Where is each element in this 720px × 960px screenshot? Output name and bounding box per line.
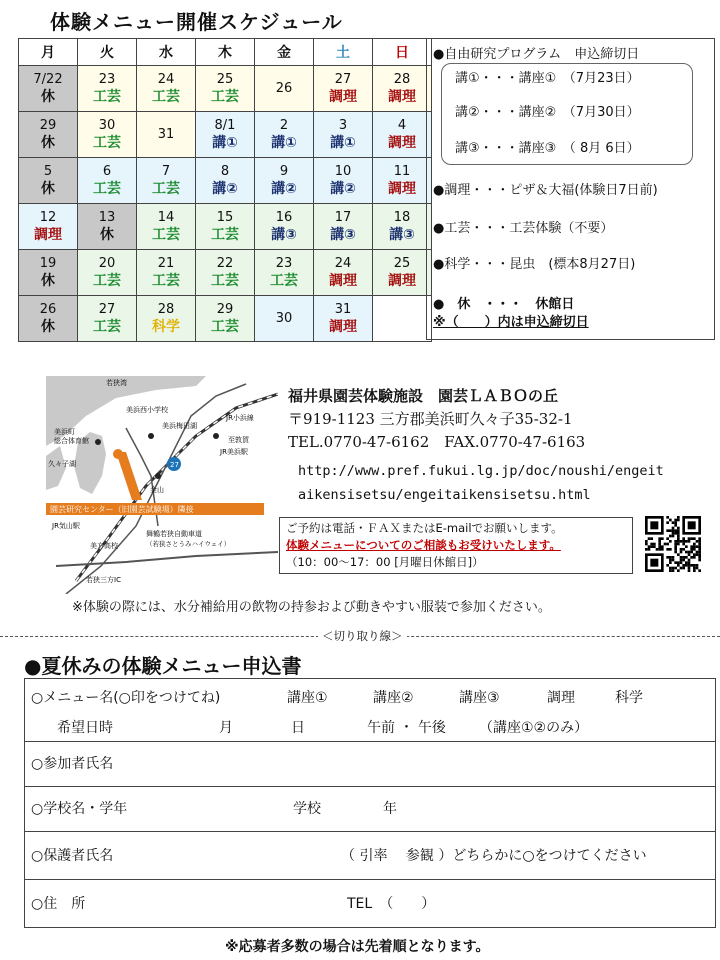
day-activity: 工芸 xyxy=(152,226,180,243)
facility-phone: TEL.0770-47-6162 FAX.0770-47-6163 xyxy=(288,433,586,451)
calendar-day xyxy=(196,296,255,342)
deadline-paren-note: ※（ ）内は申込締切日 xyxy=(433,315,589,330)
tel-label: TEL （ ） xyxy=(347,896,436,912)
day-activity: 調理 xyxy=(34,226,62,243)
kouza3-note: 講③・・・講座③ （ 8月 6日） xyxy=(455,141,640,156)
day-activity: 調理 xyxy=(329,272,357,289)
calendar-day xyxy=(314,250,373,296)
date-label: 希望日時 xyxy=(57,720,113,736)
day-label: 日 xyxy=(291,720,305,736)
day-activity: 工芸 xyxy=(93,272,121,289)
route-27-label: 27 xyxy=(170,461,179,469)
ampm-note: （講座①②のみ） xyxy=(479,720,589,736)
reserve-line-3: （10：00～17：00 [月曜日休館日]） xyxy=(286,555,484,569)
day-number: 26 xyxy=(275,80,293,96)
day-activity: 講③ xyxy=(330,226,356,243)
facility-name: 福井県園芸体験施設 園芸ＬＡＢＯの丘 xyxy=(288,387,559,405)
address-label: ○住 所 xyxy=(31,896,86,912)
calendar-day xyxy=(137,296,196,342)
schedule-calendar xyxy=(18,38,432,342)
day-number: 7 xyxy=(161,163,171,179)
option-kouza3[interactable]: 講座③ xyxy=(459,690,500,706)
day-number: 15 xyxy=(216,209,234,225)
day-number: 31 xyxy=(157,126,175,142)
day-activity: 休 xyxy=(41,180,55,197)
day-number: 23 xyxy=(98,71,116,87)
footer-note: ※応募者多数の場合は先着順となります。 xyxy=(225,939,490,955)
day-activity: 講③ xyxy=(389,226,415,243)
research-program-note: ●自由研究プログラム 申込締切日 xyxy=(433,47,640,62)
calendar-day xyxy=(19,158,78,204)
grade-suffix: 年 xyxy=(383,801,397,817)
kiyama-station-label: JR気山駅 xyxy=(52,522,80,530)
form-title: ●夏休みの体験メニュー申込書 xyxy=(24,654,302,678)
school-grade-label: ○学校名・学年 xyxy=(31,801,128,817)
jr-obama-line-label: JR小浜線 xyxy=(226,414,254,422)
day-number: 30 xyxy=(275,310,293,326)
day-activity: 休 xyxy=(41,134,55,151)
day-activity: 講② xyxy=(330,180,356,197)
day-activity: 休 xyxy=(41,88,55,105)
option-chori[interactable]: 調理 xyxy=(547,690,575,706)
day-number: 28 xyxy=(157,301,175,317)
umeda-label: 美浜梅田湖 xyxy=(162,422,197,430)
day-number: 8/1 xyxy=(214,117,236,133)
calendar-day xyxy=(196,204,255,250)
calendar-day xyxy=(19,66,78,112)
day-activity: 科学 xyxy=(152,318,180,335)
day-number: 19 xyxy=(39,255,57,271)
day-number: 6 xyxy=(102,163,112,179)
day-activity: 休 xyxy=(100,226,114,243)
day-activity: 工芸 xyxy=(93,88,121,105)
calendar-day xyxy=(373,158,432,204)
mihama-station-label: JR美浜駅 xyxy=(220,448,248,456)
calendar-day xyxy=(255,112,314,158)
day-activity: 調理 xyxy=(388,134,416,151)
application-form xyxy=(24,678,716,928)
day-activity: 調理 xyxy=(329,318,357,335)
calendar-day xyxy=(314,66,373,112)
craft-note: ●工芸・・・工芸体験（不要） xyxy=(433,221,614,236)
facility-info xyxy=(288,385,585,454)
option-kagaku[interactable]: 科学 xyxy=(615,690,643,706)
day-activity: 休 xyxy=(41,318,55,335)
cooking-note: ●調理・・・ピザ＆大福(体験日7日前) xyxy=(433,183,658,198)
url-line-2[interactable]: aikensisetsu/engeitaikensisetsu.html xyxy=(298,487,591,503)
cut-line-label: ＜切り取り線＞ xyxy=(318,628,407,644)
day-activity: 工芸 xyxy=(270,272,298,289)
day-number: 5 xyxy=(43,163,53,179)
day-activity: 調理 xyxy=(388,180,416,197)
school-label: 美浜西小学校 xyxy=(126,406,168,414)
weekday-header: 金 xyxy=(255,39,314,66)
schedule-notes xyxy=(426,38,715,340)
day-number: 28 xyxy=(393,71,411,87)
calendar-day xyxy=(196,250,255,296)
day-number: 21 xyxy=(157,255,175,271)
calendar-day xyxy=(314,296,373,342)
day-activity: 工芸 xyxy=(211,226,239,243)
url-line-1[interactable]: http://www.pref.fukui.lg.jp/doc/noushi/engeit xyxy=(298,463,664,479)
day-activity: 工芸 xyxy=(93,134,121,151)
calendar-day xyxy=(373,66,432,112)
calendar-day xyxy=(255,250,314,296)
day-activity: 講① xyxy=(271,134,297,151)
calendar-week xyxy=(19,66,432,112)
expressway-label: 舞鶴若狭自動車道 xyxy=(146,530,202,538)
guardian-options[interactable]: （ 引率 参観 ）どちらかに○をつけてください xyxy=(341,848,647,864)
kanayama-label: 金山 xyxy=(150,486,164,494)
day-number: 24 xyxy=(157,71,175,87)
calendar-week xyxy=(19,204,432,250)
day-number: 7/22 xyxy=(33,71,63,87)
calendar-day xyxy=(373,296,432,342)
calendar-day xyxy=(255,158,314,204)
day-number: 31 xyxy=(334,301,352,317)
day-activity: 休 xyxy=(41,272,55,289)
calendar-day xyxy=(255,204,314,250)
mihama-town-label: 美浜町 xyxy=(54,428,75,436)
calendar-day xyxy=(137,250,196,296)
day-activity: 講③ xyxy=(271,226,297,243)
closed-day-note: ● 休 ・・・ 休館日 xyxy=(433,297,575,312)
facility-address: 〒919-1123 三方郡美浜町久々子35-32-1 xyxy=(288,410,573,428)
calendar-week xyxy=(19,112,432,158)
address-row[interactable] xyxy=(25,879,715,927)
calendar-day xyxy=(314,112,373,158)
school-marker xyxy=(148,433,154,439)
day-number: 13 xyxy=(98,209,116,225)
science-note: ●科学・・・昆虫 (標本8月27日) xyxy=(433,257,636,272)
weekday-header: 木 xyxy=(196,39,255,66)
day-number: 18 xyxy=(393,209,411,225)
school-suffix: 学校 xyxy=(293,801,321,817)
page-title: 体験メニュー開催スケジュール xyxy=(50,10,343,34)
calendar-day xyxy=(255,296,314,342)
ampm-choice[interactable]: 午前 ・ 午後 xyxy=(367,720,446,736)
day-number: 30 xyxy=(98,117,116,133)
day-number: 23 xyxy=(275,255,293,271)
day-activity: 工芸 xyxy=(93,318,121,335)
weekday-header: 水 xyxy=(137,39,196,66)
calendar-day xyxy=(314,158,373,204)
reservation-box xyxy=(279,517,633,574)
day-activity: 工芸 xyxy=(211,318,239,335)
day-number: 11 xyxy=(393,163,411,179)
day-number: 14 xyxy=(157,209,175,225)
weekday-header: 土 xyxy=(314,39,373,66)
day-activity: 調理 xyxy=(329,88,357,105)
calendar-day xyxy=(19,112,78,158)
day-number: 25 xyxy=(393,255,411,271)
calendar-day xyxy=(78,204,137,250)
day-number: 25 xyxy=(216,71,234,87)
day-number: 17 xyxy=(334,209,352,225)
calendar-day xyxy=(196,66,255,112)
calendar-day xyxy=(196,158,255,204)
qr-code-icon[interactable] xyxy=(645,516,701,572)
day-activity: 工芸 xyxy=(211,272,239,289)
day-activity: 調理 xyxy=(388,88,416,105)
month-label: 月 xyxy=(219,720,233,736)
day-number: 9 xyxy=(279,163,289,179)
calendar-day xyxy=(137,204,196,250)
calendar-day xyxy=(314,204,373,250)
option-kouza2[interactable]: 講座② xyxy=(373,690,414,706)
expressway-sub-label: （若狭さとうみハイウェイ） xyxy=(146,540,231,548)
menu-row xyxy=(25,679,715,742)
calendar-day xyxy=(19,296,78,342)
kanayama-marker xyxy=(155,473,161,479)
day-number: 22 xyxy=(216,255,234,271)
participant-row[interactable] xyxy=(25,741,715,787)
calendar-week xyxy=(19,296,432,342)
calendar-day xyxy=(78,250,137,296)
calendar-day xyxy=(373,112,432,158)
day-number: 2 xyxy=(279,117,289,133)
calendar-day xyxy=(137,112,196,158)
gym-label: 総合体育館 xyxy=(54,437,89,445)
drink-note: ※体験の際には、水分補給用の飲物の持参および動きやすい服装で参加ください。 xyxy=(72,600,551,615)
calendar-day xyxy=(78,66,137,112)
calendar-day xyxy=(137,158,196,204)
day-number: 3 xyxy=(338,117,348,133)
gym-marker xyxy=(95,439,101,445)
day-activity: 講① xyxy=(212,134,238,151)
calendar-day xyxy=(78,112,137,158)
weekday-header: 火 xyxy=(78,39,137,66)
calendar-day xyxy=(19,250,78,296)
calendar-day xyxy=(137,66,196,112)
day-number: 27 xyxy=(98,301,116,317)
calendar-week xyxy=(19,250,432,296)
weekday-header: 日 xyxy=(373,39,432,66)
day-number: 24 xyxy=(334,255,352,271)
kouza2-note: 講②・・・講座② （7月30日） xyxy=(455,105,640,120)
wakasa-bay-label: 若狭湾 xyxy=(106,379,127,387)
station-marker xyxy=(213,433,219,439)
day-activity: 工芸 xyxy=(93,180,121,197)
guardian-label: ○保護者氏名 xyxy=(31,848,114,864)
day-activity: 調理 xyxy=(388,272,416,289)
school-row[interactable] xyxy=(25,786,715,832)
calendar-day xyxy=(373,204,432,250)
kugushi-lake-label: 久々子湖 xyxy=(48,460,76,468)
participant-label: ○参加者氏名 xyxy=(31,756,114,772)
day-number: 29 xyxy=(216,301,234,317)
day-activity: 工芸 xyxy=(211,88,239,105)
kouza1-note: 講①・・・講座① （7月23日） xyxy=(455,71,640,86)
reserve-line-2: 体験メニューについてのご相談もお受けいたします。 xyxy=(286,538,561,552)
calendar-day xyxy=(78,296,137,342)
tsuruga-label: 至敦賀 xyxy=(228,436,249,444)
day-number: 27 xyxy=(334,71,352,87)
day-activity: 工芸 xyxy=(152,180,180,197)
calendar-day xyxy=(78,158,137,204)
day-activity: 講① xyxy=(330,134,356,151)
day-number: 16 xyxy=(275,209,293,225)
option-kouza1[interactable]: 講座① xyxy=(287,690,328,706)
day-number: 29 xyxy=(39,117,57,133)
calendar-week xyxy=(19,158,432,204)
mikata-school-label: 美方高校 xyxy=(90,542,118,550)
day-activity: 講② xyxy=(271,180,297,197)
guardian-row[interactable] xyxy=(25,831,715,880)
day-number: 10 xyxy=(334,163,352,179)
menu-label: ○メニュー名(○印をつけてね) xyxy=(31,690,221,706)
center-label: 園芸研究センター（旧園芸試験場）隣接 xyxy=(50,505,194,514)
day-activity: 講② xyxy=(212,180,238,197)
day-number: 26 xyxy=(39,301,57,317)
weekday-header: 月 xyxy=(19,39,78,66)
calendar-day xyxy=(19,204,78,250)
day-number: 8 xyxy=(220,163,230,179)
day-activity: 工芸 xyxy=(152,88,180,105)
day-number: 20 xyxy=(98,255,116,271)
calendar-day xyxy=(255,66,314,112)
day-number: 12 xyxy=(39,209,57,225)
ic-label: 若狭三方IC xyxy=(86,576,121,584)
facility-marker xyxy=(113,449,123,459)
day-number: 4 xyxy=(397,117,407,133)
day-activity: 工芸 xyxy=(152,272,180,289)
access-map xyxy=(46,376,278,594)
calendar-day xyxy=(196,112,255,158)
reserve-line-1: ご予約は電話・ＦＡＸまたはE-mailでお願いします。 xyxy=(286,521,563,535)
facility-url[interactable] xyxy=(298,459,664,507)
calendar-day xyxy=(373,250,432,296)
